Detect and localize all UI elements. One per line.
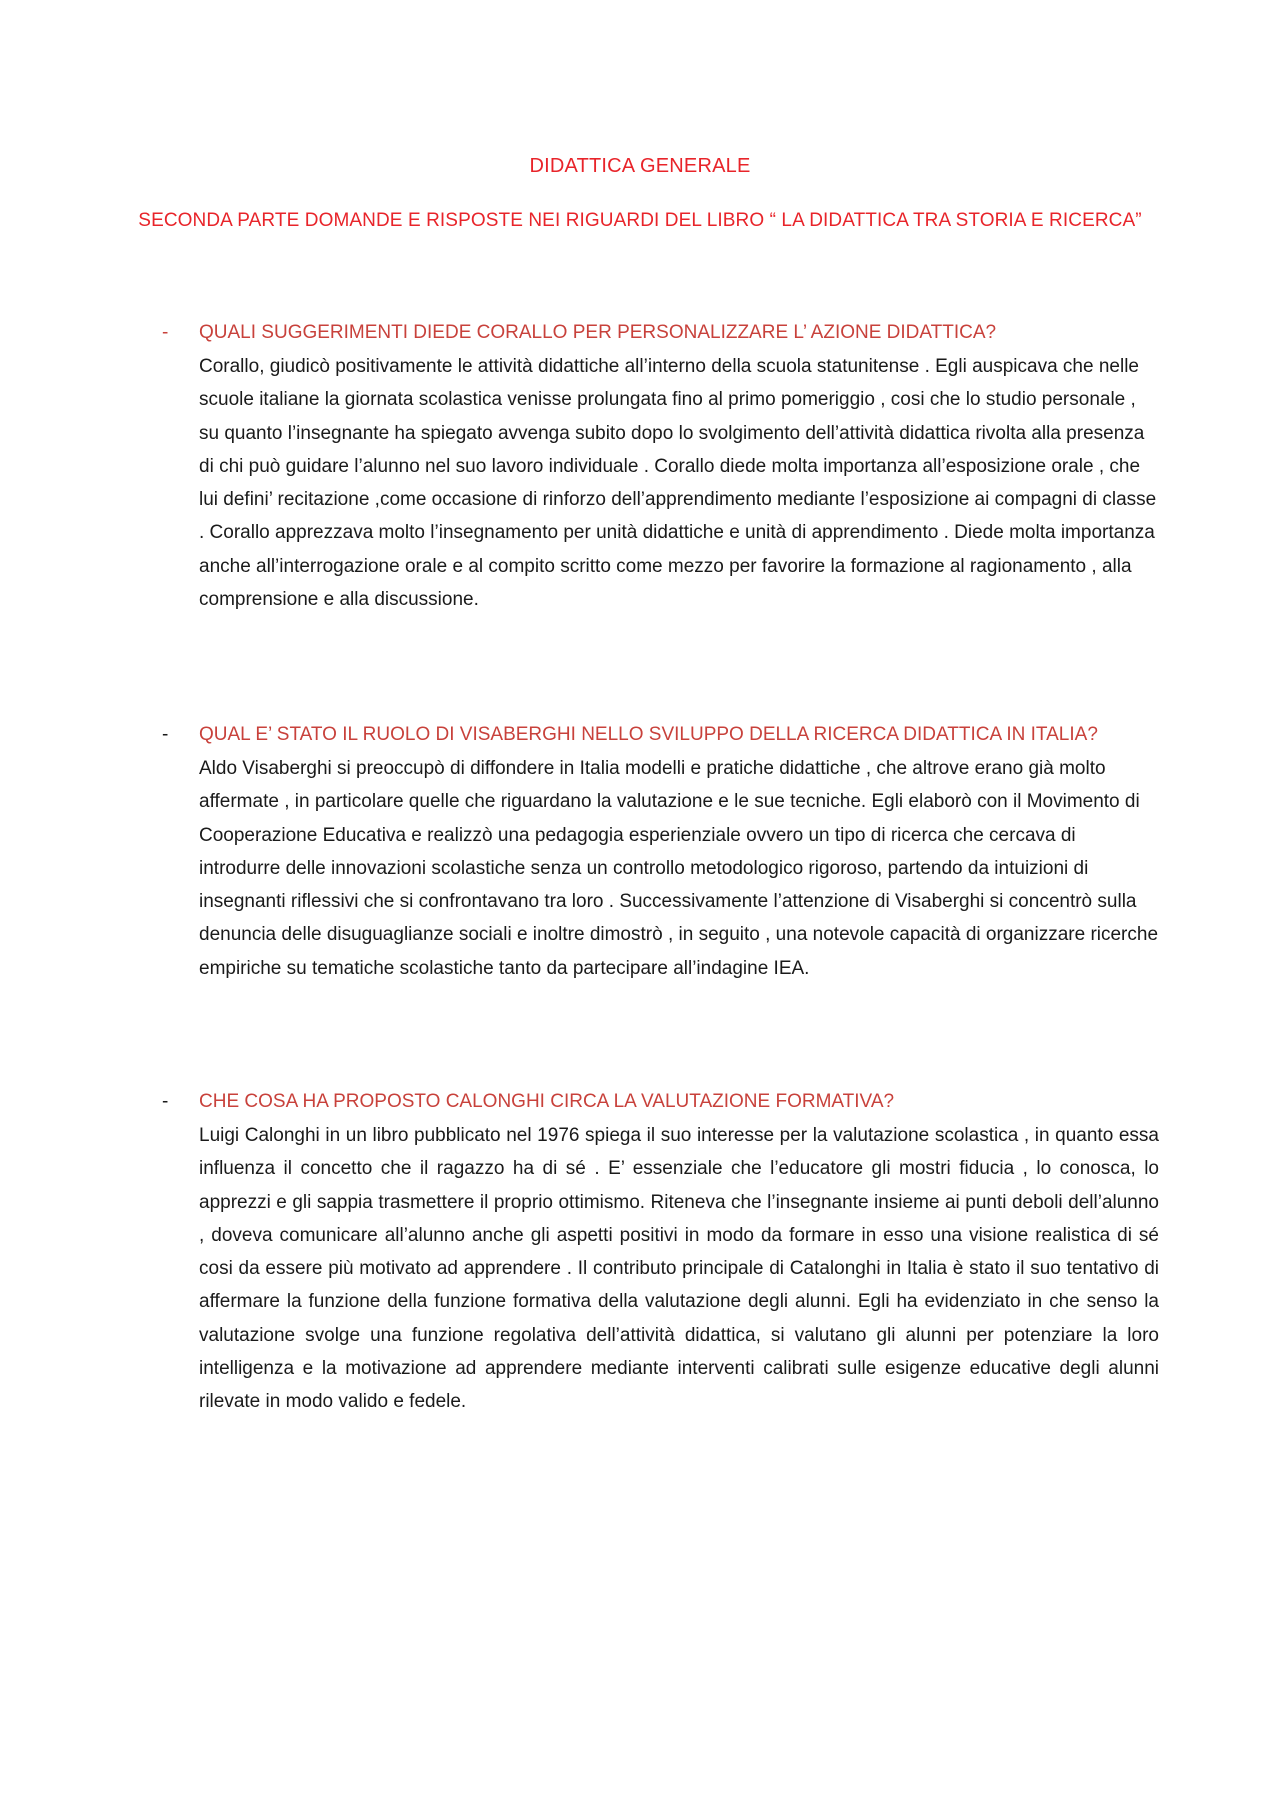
page-subtitle: SECONDA PARTE DOMANDE E RISPOSTE NEI RIGUARDI DEL LIBRO “ LA DIDATTICA TRA STORIA E RICERCA” [138,210,1142,231]
answer-paragraph: Aldo Visaberghi si preoccupò di diffondere in Italia modelli e pratiche didattiche , che altrove erano già molto affermate , in particolare quelle che riguardano la valutazione e le sue tecniche. Egli elaborò con il Movimento di Cooperazione Educativa e realizzò una pedagogia esperienziale ovvero un tipo di ricerca che cercava di introdurre delle innovazioni scolastiche senza un controllo metodologico rigoroso, partendo da intuizioni di insegnanti riflessivi che si confrontavano tra loro . Successivamente l’attenzione di Visaberghi si concentrò sulla denuncia delle disuguaglianze sociali e inoltre dimostrò , in seguito , una notevole capacità di organizzare ricerche empiriche su tematiche scolastiche tanto da partecipare all’indagine IEA. [199,758,1159,979]
question-heading: CHE COSA HA PROPOSTO CALONGHI CIRCA LA VALUTAZIONE FORMATIVA? [199,1091,895,1112]
answer-paragraph: Luigi Calonghi in un libro pubblicato nel 1976 spiega il suo interesse per la valutazione scolastica , in quanto essa influenza il concetto che il ragazzo ha di sé . E’ essenziale che l’educatore gli mostri fiducia , lo conosca, lo apprezzi e gli sappia trasmettere il proprio ottimismo. Riteneva che l’insegnante insieme ai punti deboli dell’alunno , doveva comunicare all’alunno anche gli aspetti positivi in modo da formare in esso una visione realistica di sé cosi da essere più motivato ad apprendere . Il contributo principale di Catalonghi in Italia è stato il suo tentativo di affermare la funzione della funzione formativa della valutazione degli alunni. Egli ha evidenziato in che senso la valutazione svolge una funzione regolativa dell’attività didattica, si valutano gli alunni per potenziare la loro intelligenza e la motivazione ad apprendere mediante interventi calibrati sulle esigenze educative degli alunni rilevate in modo valido e fedele. [199,1125,1159,1413]
page-title: DIDATTICA GENERALE [529,155,751,177]
question-heading: QUAL E’ STATO IL RUOLO DI VISABERGHI NELLO SVILUPPO DELLA RICERCA DIDATTICA IN ITALIA? [199,724,1098,745]
list-bullet: - [162,322,169,343]
list-bullet: - [162,1091,169,1112]
list-bullet: - [162,724,169,745]
answer-paragraph: Corallo, giudicò positivamente le attività didattiche all’interno della scuola statunitense . Egli auspicava che nelle scuole italiane la giornata scolastica venisse prolungata fino al primo pomeriggio , cosi che lo studio personale , su quanto l’insegnante ha spiegato avvenga subito dopo lo svolgimento dell’attività didattica rivolta alla presenza di chi può guidare l’alunno nel suo lavoro individuale . Corallo diede molta importanza all’esposizione orale , che lui defini’ recitazione ,come occasione di rinforzo dell’apprendimento mediante l’esposizione ai compagni di classe . Corallo apprezzava molto l’insegnamento per unità didattiche e unità di apprendimento . Diede molta importanza anche all’interrogazione orale e al compito scritto come mezzo per favorire la formazione al ragionamento , alla comprensione e alla discussione. [199,356,1157,611]
question-heading: QUALI SUGGERIMENTI DIEDE CORALLO PER PERSONALIZZARE L’ AZIONE DIDATTICA? [199,322,997,343]
